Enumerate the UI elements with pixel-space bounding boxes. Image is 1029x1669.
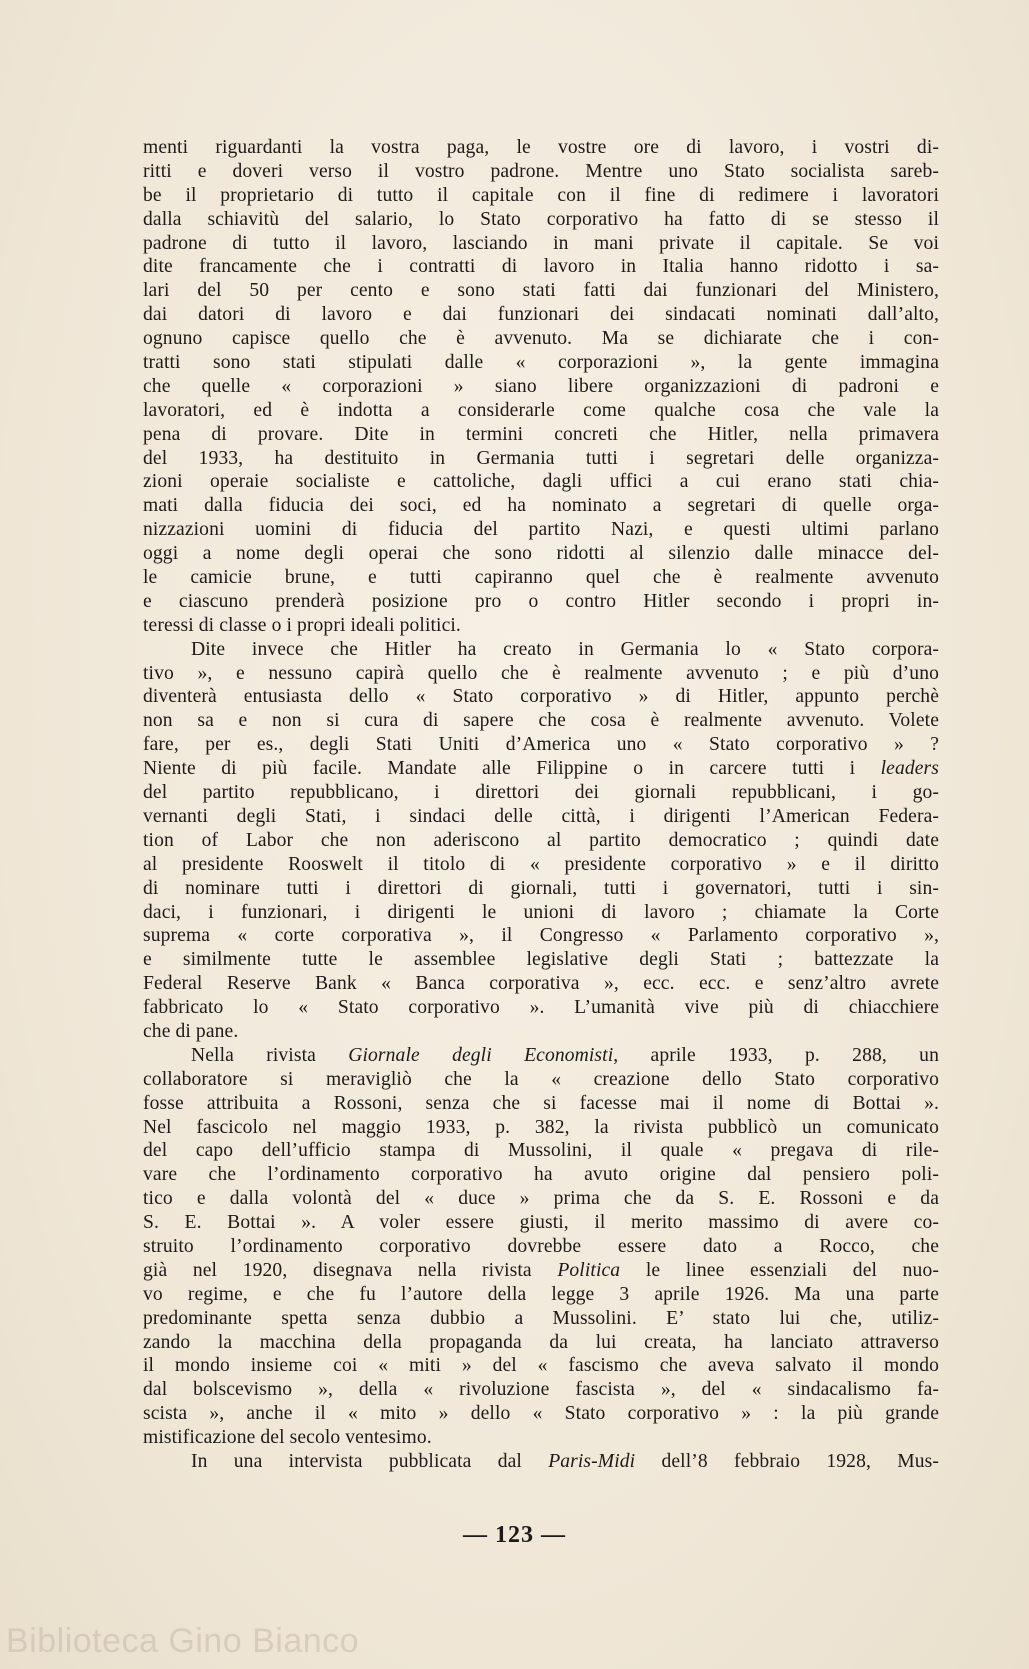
text-line: e similmente tutte le assemblee legislative degli Stati ; battezzate la [143, 949, 939, 971]
text-line: S. E. Bottai ». A voler essere giusti, il merito massimo di avere co- [143, 1212, 939, 1234]
text-line: del 1933, ha destituito in Germania tutti i segretari delle organizza- [143, 447, 939, 469]
text-line: fosse attribuita a Rossoni, senza che si facesse mai il nome di Bottai ». [143, 1092, 939, 1114]
paragraph [143, 638, 939, 1044]
text-line: fabbricato lo « Stato corporativo ». L’umanità vive più di chiacchiere [143, 997, 939, 1019]
text-line: e ciascuno prenderà posizione pro o contro Hitler secondo i propri in- [143, 590, 939, 612]
paragraph [143, 136, 939, 638]
text-line: be il proprietario di tutto il capitale con il fine di redimere i lavoratori [143, 184, 939, 206]
text-line: pena di provare. Dite in termini concreti che Hitler, nella primavera [143, 423, 939, 445]
text-line: mati dalla fiducia dei soci, ed ha nominato a segretari di quelle orga- [143, 495, 939, 517]
text-line: lavoratori, ed è indotta a considerarle come qualche cosa che vale la [143, 399, 939, 421]
text-line: predominante spetta senza dubbio a Mussolini. E’ stato lui che, utiliz- [143, 1307, 939, 1329]
text-line: dite francamente che i contratti di lavoro in Italia hanno ridotto i sa- [143, 256, 939, 278]
text-line: vo regime, e che fu l’autore della legge 3 aprile 1926. Ma una parte [143, 1283, 939, 1305]
text-line: menti riguardanti la vostra paga, le vostre ore di lavoro, i vostri di- [143, 137, 939, 158]
text-line: di nominare tutti i direttori di giornali, tutti i governatori, tutti i sin- [143, 877, 939, 899]
text-line: Niente di più facile. Mandate alle Filippine o in carcere tutti i leaders [143, 758, 939, 780]
text-line: scista », anche il « mito » dello « Stato corporativo » : la più grande [143, 1403, 939, 1425]
text-line: padrone di tutto il lavoro, lasciando in mani private il capitale. Se voi [143, 232, 939, 254]
text-line: collaboratore si meravigliò che la « creazione dello Stato corporativo [143, 1068, 939, 1090]
text-line: dal bolscevismo », della « rivoluzione fascista », del « sindacalismo fa- [143, 1379, 939, 1401]
text-line: al presidente Rooswelt il titolo di « presidente corporativo » e il diritto [143, 853, 939, 875]
text-line: zioni operaie socialiste e cattoliche, dagli uffici a cui erano stati chia- [143, 471, 939, 493]
text-line: Dite invece che Hitler ha creato in Germania lo « Stato corpora- [191, 638, 939, 660]
text-line: nizzazioni uomini di fiducia del partito Nazi, e questi ultimi parlano [143, 519, 939, 541]
text-line: tion of Labor che non aderiscono al partito democratico ; quindi date [143, 829, 939, 851]
text-line: oggi a nome degli operai che sono ridotti al silenzio dalle minacce del- [143, 543, 939, 565]
library-watermark: Biblioteca Gino Bianco [6, 1622, 360, 1660]
text-line: tivo », e nessuno capirà quello che è realmente avvenuto ; e più d’uno [143, 662, 939, 684]
body-text [143, 136, 939, 1474]
page-number: — 123 — [463, 1522, 566, 1548]
text-line: In una intervista pubblicata dal Paris-Midi dell’8 febbraio 1928, Mus- [191, 1450, 939, 1472]
text-line: daci, i funzionari, i dirigenti le unioni di lavoro ; chiamate la Corte [143, 901, 939, 923]
text-line: vernanti degli Stati, i sindaci delle città, i dirigenti l’American Federa- [143, 805, 939, 827]
text-line: Nel fascicolo nel maggio 1933, p. 382, la rivista pubblicò un comunicato [143, 1116, 939, 1138]
text-line: Federal Reserve Bank « Banca corporativa », ecc. ecc. e senz’altro avrete [143, 973, 939, 995]
text-line: ritti e doveri verso il vostro padrone. Mentre uno Stato socialista sareb- [143, 160, 939, 182]
text-line: tico e dalla volontà del « duce » prima che da S. E. Rossoni e da [143, 1188, 939, 1210]
text-line: del partito repubblicano, i direttori dei giornali repubblicani, i go- [143, 782, 939, 804]
text-line: Nella rivista Giornale degli Economisti, aprile 1933, p. 288, un [191, 1044, 939, 1066]
text-line: le camicie brune, e tutti capiranno quel che è realmente avvenuto [143, 567, 939, 589]
text-line: suprema « corte corporativa », il Congresso « Parlamento corporativo », [143, 925, 939, 947]
text-line: fare, per es., degli Stati Uniti d’America uno « Stato corporativo » ? [143, 734, 939, 756]
paragraph [143, 1450, 939, 1474]
text-line: il mondo insieme coi « miti » del « fascismo che aveva salvato il mondo [143, 1355, 939, 1377]
text-line: teressi di classe o i propri ideali politici. [143, 614, 461, 636]
text-line: lari del 50 per cento e sono stati fatti dai funzionari del Ministero, [143, 280, 939, 302]
text-line: dai datori di lavoro e dai funzionari dei sindacati nominati dall’alto, [143, 304, 939, 326]
paragraph [143, 1044, 939, 1450]
text-line: ognuno capisce quello che è avvenuto. Ma se dichiarate che i con- [143, 328, 939, 350]
text-line: mistificazione del secolo ventesimo. [143, 1427, 432, 1449]
text-line: diventerà entusiasta dello « Stato corporativo » di Hitler, appunto perchè [143, 686, 939, 708]
text-line: tratti sono stati stipulati dalle « corporazioni », la gente immagina [143, 352, 939, 374]
text-line: non sa e non si cura di sapere che cosa è realmente avvenuto. Volete [143, 710, 939, 732]
text-line: del capo dell’ufficio stampa di Mussolini, il quale « pregava di rile- [143, 1140, 939, 1162]
text-line: vare che l’ordinamento corporativo ha avuto origine dal pensiero poli- [143, 1164, 939, 1186]
text-line: struito l’ordinamento corporativo dovrebbe essere dato a Rocco, che [143, 1235, 939, 1257]
text-line: dalla schiavitù del salario, lo Stato corporativo ha fatto di se stesso il [143, 208, 939, 230]
text-line: zando la macchina della propaganda da lui creata, ha lanciato attraverso [143, 1331, 939, 1353]
text-line: già nel 1920, disegnava nella rivista Politica le linee essenziali del nuo- [143, 1259, 939, 1281]
text-line: che di pane. [143, 1020, 239, 1042]
text-line: che quelle « corporazioni » siano libere organizzazioni di padroni e [143, 375, 939, 397]
